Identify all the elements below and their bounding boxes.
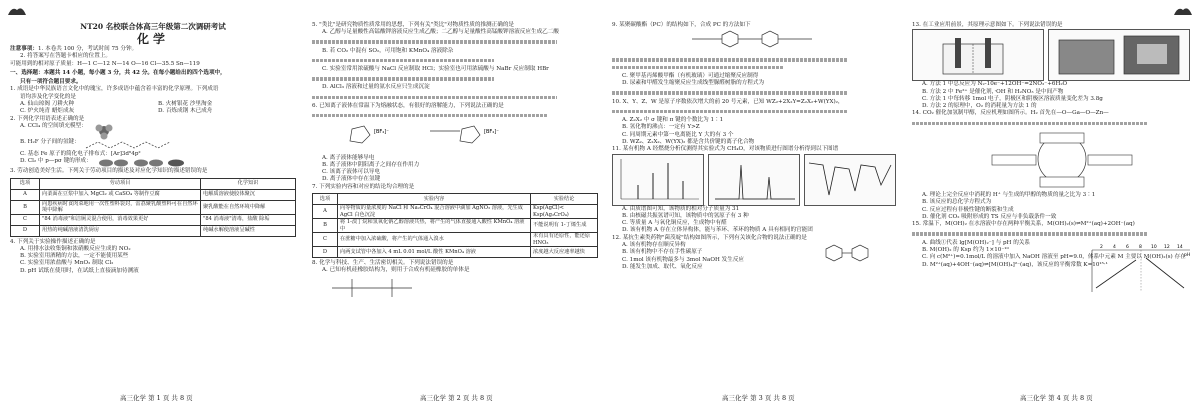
table-row <box>313 219 598 233</box>
polycarbonate-structure-figure <box>612 29 892 51</box>
subject-title: 化学 <box>136 32 169 46</box>
publisher-logo <box>1172 4 1194 18</box>
option-b: B. 火树银花 沙里淘金 <box>158 101 213 108</box>
page-3 <box>612 22 898 394</box>
option-b: B. 该有机物中不存在手性碳原子 <box>622 249 703 256</box>
table-cell: 不能说明有 1-丁烯生成 <box>531 219 598 233</box>
option-a: A. 方法 1 中总反应为 N₂-10e⁻+12OH⁻=2NO₃⁻+6H₂O <box>922 81 1068 88</box>
option-b: B. 方法 2 中 Fe²⁺ 是催化剂，·OH 和 H₂NO₃ 是中间产物 <box>922 88 1064 95</box>
option-d: D. Cl₂ 中 p—pσ 键的形成： <box>20 158 92 165</box>
table-row <box>11 189 296 200</box>
question-stem: 4. 下列关于实验操作描述正确的是 <box>10 238 96 245</box>
table-cell: B <box>313 219 338 233</box>
table-cell: C <box>11 214 40 225</box>
option-b: B. M(OH)₂ 的 Ksp 约为 1×10⁻¹⁰ <box>922 247 1009 254</box>
option-d: D. 尿素和甲醛发生缩聚反应生成线型脲醛树脂的方程式为 <box>622 80 765 87</box>
option-c: C. 同周期元素中第一电离能比 Y 大的有 3 个 <box>622 131 734 138</box>
question-stem: 9. 某聚碳酸酯（PC）的结构如下，合成 PC 的方法如下 <box>612 22 751 28</box>
option-d: D. 百炼成钢 木已成舟 <box>158 108 213 115</box>
option-a: A. 该有机物存在顺反异构 <box>622 242 686 249</box>
option-b: B. 由核磁共振氢谱可知，该物质中的氢原子有 3 种 <box>622 212 749 219</box>
table-row <box>313 247 598 258</box>
table-row <box>313 233 598 247</box>
hydrogen-bond-figure <box>84 139 174 151</box>
table-header: 化学知识 <box>201 178 296 189</box>
notice-item: 1. 本卷共 100 分，考试时间 75 分钟。 <box>37 46 138 52</box>
option-a: A. 已知有机硅橡胶结构为，则用于合成有机硅橡胶的单体是 <box>322 267 470 274</box>
table-cell: A <box>313 205 338 219</box>
table-header: 劳动项目 <box>40 178 201 189</box>
publisher-logo <box>6 4 28 18</box>
table-header: 选项 <box>11 178 40 189</box>
notice-label: 注意事项： <box>10 46 38 52</box>
option-d: D. 该有机物 A 存在立体异构体，能与苯环、苯环的物质 A 具有相同的官能团 <box>622 227 813 234</box>
question-stem: 5. "类比"是研究物质性质常用的思想，下列有关"类比"对物质性质的推测正确的是 <box>312 22 515 28</box>
table-cell: B <box>11 200 40 214</box>
question-stem: 14. CO₂ 催化加氢制甲醇，反应机理如图所示。H₂ 首先在—O—Ga—O—Zn— <box>912 110 1109 117</box>
table-cell: 浓度越大反应速率越快 <box>531 247 598 258</box>
table-cell: 向患疾病时食肉菜地用一次性塑料袋封，雷荔聚乳酸塑料可在自然环境中降解 <box>40 200 201 214</box>
nmr-spectrum-figure <box>708 154 800 206</box>
option-c: C. 等质量 A 与氧化铜反应，生成物中有醛 <box>622 220 727 227</box>
page-1 <box>10 22 296 394</box>
option-c: C. 该离子液体可以导电 <box>322 169 380 176</box>
option-a: A. 理论上完全反应中消耗的 H⁺ 与生成的甲醇的物质的量之比为 3∶1 <box>922 192 1096 199</box>
p-orbital-overlap-figure <box>96 158 186 168</box>
electrolysis-method-1-figure <box>912 29 1044 81</box>
table-cell: Ksp(AgCl)< Ksp(Ag₂CrO₄) <box>531 205 598 219</box>
question-stem: 8. 化学与科技、生产、生活密切相关。下列说法错误的是 <box>312 260 454 267</box>
option-a: A. 仙山琼阁 刀耕火种 <box>20 101 75 108</box>
infrared-spectrum-figure <box>804 154 896 206</box>
option-d: D. pH 试纸在使用时，在试纸上直接滴加待测液 <box>20 267 139 274</box>
atomic-masses: 可能用到的相对原子质量：H—1 C—12 N—14 O—16 Cl—35.5 Sn—119 <box>10 60 200 67</box>
option-b: B. 氢化物的沸点：一定有 Y>Z <box>622 124 700 131</box>
option-a: A. CCl₄ 的空间填充模型： <box>20 122 87 129</box>
option-c: C. 实验室常用浓硫酸与 NaCl 反应制取 HCl；实验室也可用浓硫酸与 NaBr 反应制取 HBr <box>322 66 549 73</box>
axis-tick-label: 4 <box>1113 244 1116 250</box>
table-cell: 聚乳酸能在自然环境中降解 <box>201 200 296 214</box>
curve-2 <box>1146 258 1184 288</box>
table-cell: 在蔗糖中加入浓硫酸，将产生的气体通入溴水 <box>338 233 531 247</box>
option-a: A. 乙醇与足量酸性高锰酸钾溶液反应生成乙酸；二乙醇与足量酸性高锰酸钾溶液反应生成乙二酸 <box>322 29 559 36</box>
option-d: D. 离子液体中存在氢键 <box>322 176 381 183</box>
curve-1 <box>1096 260 1136 288</box>
axis-tick-label: 2 <box>1100 244 1103 250</box>
option-b: B. 该反应的总化学方程式为 <box>922 199 992 206</box>
table-cell: 纯碱水解使溶液呈碱性 <box>201 225 296 236</box>
option-c: C. 反应过程有非极性键的断裂和生成 <box>922 206 1014 213</box>
notice-item: 2. 将答案写在答题卡相应的位置上。 <box>20 53 112 60</box>
option-c: C. 方法 1 中每转移 1mol 电子，阴极区和阴极区溶液质量变化差为 3.8g <box>922 95 1103 102</box>
page-footer: 高三化学 第 1 页 共 8 页 <box>120 394 193 402</box>
table-cell: A <box>11 189 40 200</box>
option-b: B. 实验室用酒精的方法，一定不能使用某些 <box>20 253 129 260</box>
table-row <box>11 200 296 214</box>
option-b: B. H₂F 分子间的氢键： <box>20 138 80 145</box>
axis-tick-label: 10 <box>1151 244 1157 250</box>
ph-solubility-graph <box>1086 240 1194 294</box>
option-d: D. WZ₂、Z₂X₂、W(YX)₂ 都是含共价键的离子化合物 <box>622 138 755 145</box>
table-cell: "84 消毒液"清毒，盐酸 除垢 <box>201 214 296 225</box>
svg-text:[BF₄]⁻: [BF₄]⁻ <box>484 129 499 136</box>
axis-tick-label: 8 <box>1139 244 1142 250</box>
table-row <box>11 214 296 225</box>
option-c: C. 聚甲基丙烯酸甲酯（有机玻璃）可通过缩聚反应制得 <box>622 72 759 79</box>
option-a: A. Z₂X₂ 中 σ 键和 π 键的个数比为 1∶1 <box>622 117 724 124</box>
option-c: C. 基态 Fe 原子的简化电子排布式：[Ar]3d⁶4p² <box>20 150 141 157</box>
page-footer: 高三化学 第 3 页 共 8 页 <box>722 394 795 402</box>
option-d: D. AlCl₃ 溶液和过量的氨水反应只生成沉淀 <box>322 84 430 91</box>
experiment-conclusion-table <box>312 193 598 258</box>
option-c: C. 1mol 该有机物最多与 3mol NaOH 发生反应 <box>622 256 745 263</box>
option-a: A. 用排水法收集铜和浓硝酸反应生成的 NO₂ <box>20 245 131 252</box>
question-stem: 15. 常温下，M(OH)₂ 在水溶液中存在两种平衡关系，M(OH)₂(s)⇌M²⁺(aq)+2OH⁻(aq) <box>912 221 1135 228</box>
page-footer: 高三化学 第 4 页 共 8 页 <box>1020 394 1093 402</box>
section-title: 只有一项符合题目要求。 <box>20 79 82 86</box>
question-stem: 12. 某抗生素类药物"菌茂啶"结构如图所示，下列有关该化合物的说法正确的是 <box>612 234 807 241</box>
method-2-apparatus-figure <box>1048 29 1190 81</box>
option-d: D. 能发生加成、取代、氧化反应 <box>622 263 703 270</box>
table-header: 实验内容 <box>338 194 531 205</box>
table-cell: 向等物质的量浓度的 NaCl 和 Na₂CrO₄ 混合溶液中滴加 AgNO₃ 溶液，先生成 AgCl 白色沉淀 <box>338 205 531 219</box>
table-cell: 用热的纯碱溶液清洗厨房 <box>40 225 201 236</box>
axis-tick-label: 14 <box>1177 244 1183 250</box>
option-c: C. 炉火纯青 蜡炬成灰 <box>20 108 75 115</box>
page-4 <box>912 22 1198 394</box>
option-a: A. 由质谱图可知，该物质的相对分子质量为 31 <box>622 205 740 212</box>
catalytic-cycle-figure <box>912 129 1192 189</box>
table-header-row <box>11 178 296 189</box>
table-cell: 电解质溶液使胶体聚沉 <box>201 189 296 200</box>
silicone-rubber-structure-figure <box>312 275 432 301</box>
space-filling-model-figure <box>91 123 117 139</box>
drug-structure-figure <box>806 235 886 275</box>
option-a: A. 曲线①代表 lg[M(OH)₂⁻] 与 pH 的关系 <box>922 239 1030 246</box>
table-header: 选项 <box>313 194 338 205</box>
table-cell: D <box>11 225 40 236</box>
exam-title: NT20 名校联合体高三年级第二次调研考试 <box>80 22 226 31</box>
axis-tick-label: 6 <box>1126 244 1129 250</box>
option-d: D. 催化剂 CO₂ 吸附形成的 TS 反应与非负载条件一致 <box>922 214 1057 221</box>
table-row <box>11 225 296 236</box>
option-d: D. 方法 2 的原理中，O₂ 的消耗量为方法 1 的 <box>922 103 1037 110</box>
option-b: B. 离子液体中阴阳离子之间存在作用力 <box>322 161 420 168</box>
answer-options <box>10 108 296 115</box>
labor-knowledge-table <box>10 178 296 237</box>
table-header-row <box>313 194 598 205</box>
page-2 <box>312 22 598 394</box>
option-c: C. 实验室用浓盐酸与 MnO₂ 制取 Cl₂ <box>20 260 114 267</box>
table-cell: 未有具有还原性，能还原 HNO₃ <box>531 233 598 247</box>
table-cell: 向两支试管中各加入 4 mL 0.01 mol/L 酸性 KMnO₄ 溶液 <box>338 247 531 258</box>
question-stem: 1. 成语是中华民族语言文化中的瑰宝，许多成语中蕴含着丰富的化学原理。下列成语 <box>10 86 219 93</box>
table-cell: "84 消毒液"和洁厕灵混合使用，消毒效果更好 <box>40 214 201 225</box>
table-cell: D <box>313 247 338 258</box>
option-d: D. M²⁺(aq)+4OH⁻(aq)⇌[M(OH)₄]²⁻(aq)，该反应的平衡常数 K=10¹⁵·¹ <box>922 261 1108 268</box>
question-stem: 6. 已知离子液体在常温下为熔融状态，有很好的溶解能力，下列说法正确的是 <box>312 102 504 109</box>
table-cell: C <box>313 233 338 247</box>
table-row <box>313 205 598 219</box>
mass-spectrum-figure <box>612 154 704 206</box>
option-a: A. 离子液体能够导电 <box>322 154 375 161</box>
axis-label: pH <box>1184 252 1191 258</box>
question-stem: 2. 下列化学用语表述正确的是 <box>10 115 85 122</box>
table-header: 实验结论 <box>531 194 598 205</box>
section-title: 一、选择题：本题共 14 小题，每小题 3 分，共 42 分。在每小题给出的四个选项中， <box>10 69 226 76</box>
question-stem: 13. 在工业应用前景，其原理示意图如下。下列说法错误的是 <box>912 22 1063 28</box>
question-stem: 7. 下列实验内容和对应的结论均合理的是 <box>312 183 415 190</box>
option-c: C. 向 c(M²⁺)=0.1mol/L 的溶液中加入 NaOH 溶液至 pH=9.0，体系中元素 M 主要以 M(OH)₂(s) 存在 <box>922 254 1186 261</box>
question-stem: 语均涉及化学变化的是 <box>20 93 76 100</box>
question-stem: 10. X、Y、Z、W 是原子序数依次增大的前 20 号元素，已知 WZ₂+2X₂Y=Z₂X₂+W(YX)₂， <box>612 98 844 105</box>
ionic-liquid-structures-figure <box>312 121 592 151</box>
question-stem: 11. 某有机物 A 经燃烧分析仪测得其实验式为 CH₄O，对该物质进行图谱分析得到以下图谱 <box>612 146 839 153</box>
page-footer: 高三化学 第 2 页 共 8 页 <box>420 394 493 402</box>
table-cell: 向柔面在豆浆中加入 MgCl₂ 或 CaSO₄ 等制作豆腐 <box>40 189 201 200</box>
question-stem: 3. 劳动创造美好生活。下列关于劳动项目的描述及对应化学知识的描述错误的是 <box>10 168 208 175</box>
svg-text:[BF₄]⁻: [BF₄]⁻ <box>374 129 389 136</box>
option-b: B. 若 CO₂ 中混有 SO₂，可用饱和 KMnO₄ 溶液除杂 <box>322 47 454 54</box>
table-cell: 将 1-溴丁烷和氢氧化钠乙醇溶液共热，将产生的气体直接通入酸性 KMnO₄ 溶液中 <box>338 219 531 233</box>
axis-tick-label: 12 <box>1164 244 1170 250</box>
